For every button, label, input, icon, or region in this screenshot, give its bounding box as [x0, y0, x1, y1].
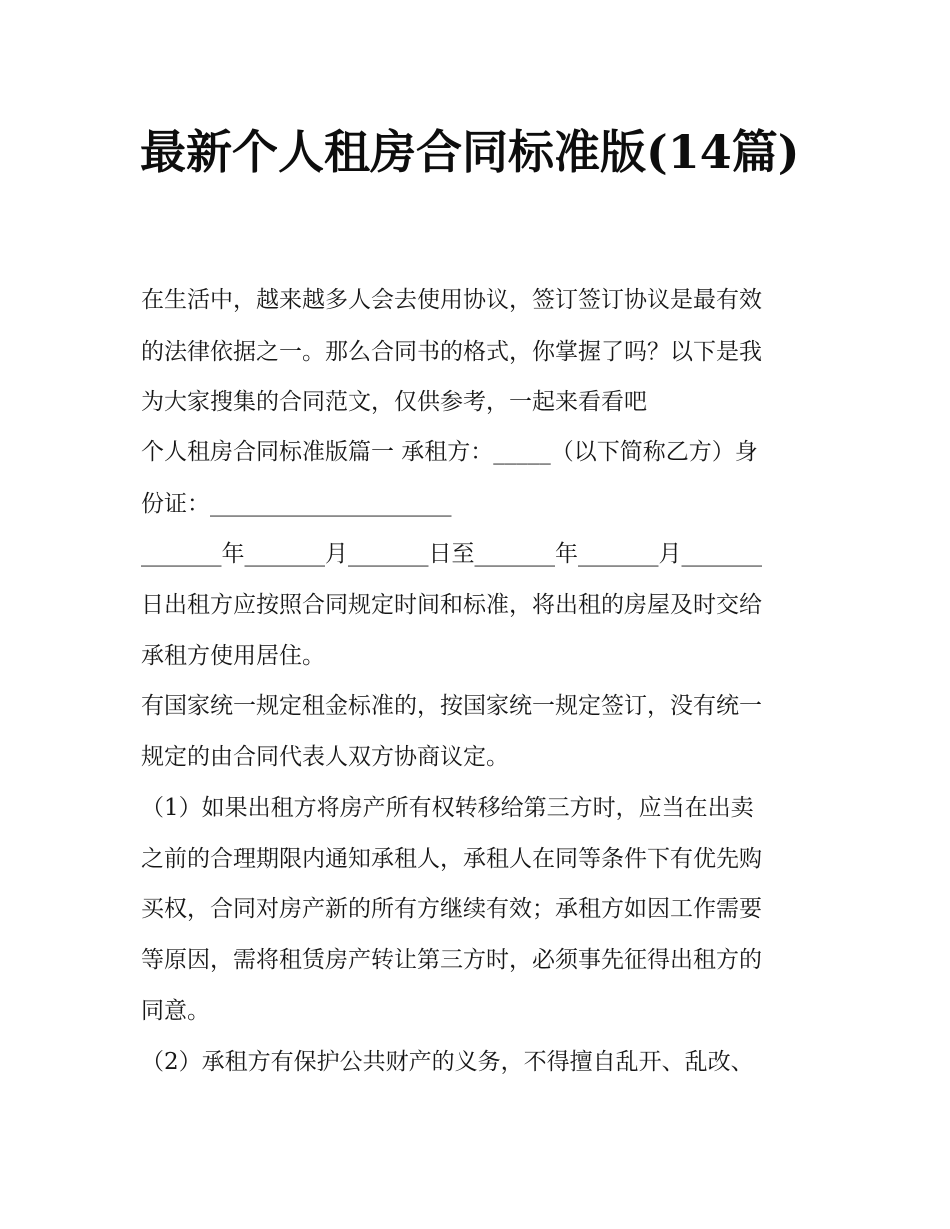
body-line: 同意。 [141, 998, 210, 1024]
body-line: 个人租房合同标准版篇一 承租方：_____（以下简称乙方）身 [141, 439, 758, 465]
body-line: 在生活中，越来越多人会去使用协议，签订签订协议是最有效 [141, 287, 762, 313]
body-line: 份证：_____________________ [141, 491, 452, 517]
document-title: 最新个人租房合同标准版(14篇) [140, 125, 800, 179]
body-line: （1）如果出租方将房产所有权转移给第三方时，应当在出卖 [141, 795, 754, 821]
body-line: 日出租方应按照合同规定时间和标准，将出租的房屋及时交给 [141, 592, 762, 618]
body-line: 有国家统一规定租金标准的，按国家统一规定签订，没有统一 [141, 693, 762, 719]
body-line: 之前的合理期限内通知承租人，承租人在同等条件下有优先购 [141, 846, 762, 872]
body-line: 等原因，需将租赁房产转让第三方时，必须事先征得出租方的 [141, 947, 762, 973]
body-line: （2）承租方有保护公共财产的义务，不得擅自乱开、乱改、 [141, 1049, 754, 1075]
body-line: _______年_______月_______日至_______年_______月_______ [141, 541, 762, 567]
body-line: 为大家搜集的合同范文，仅供参考，一起来看看吧 [141, 389, 647, 415]
body-line: 买权，合同对房产新的所有方继续有效；承租方如因工作需要 [141, 896, 762, 922]
body-line: 的法律依据之一。那么合同书的格式，你掌握了吗？以下是我 [141, 339, 762, 365]
body-line: 规定的由合同代表人双方协商议定。 [141, 744, 509, 770]
body-line: 承租方使用居住。 [141, 643, 325, 669]
